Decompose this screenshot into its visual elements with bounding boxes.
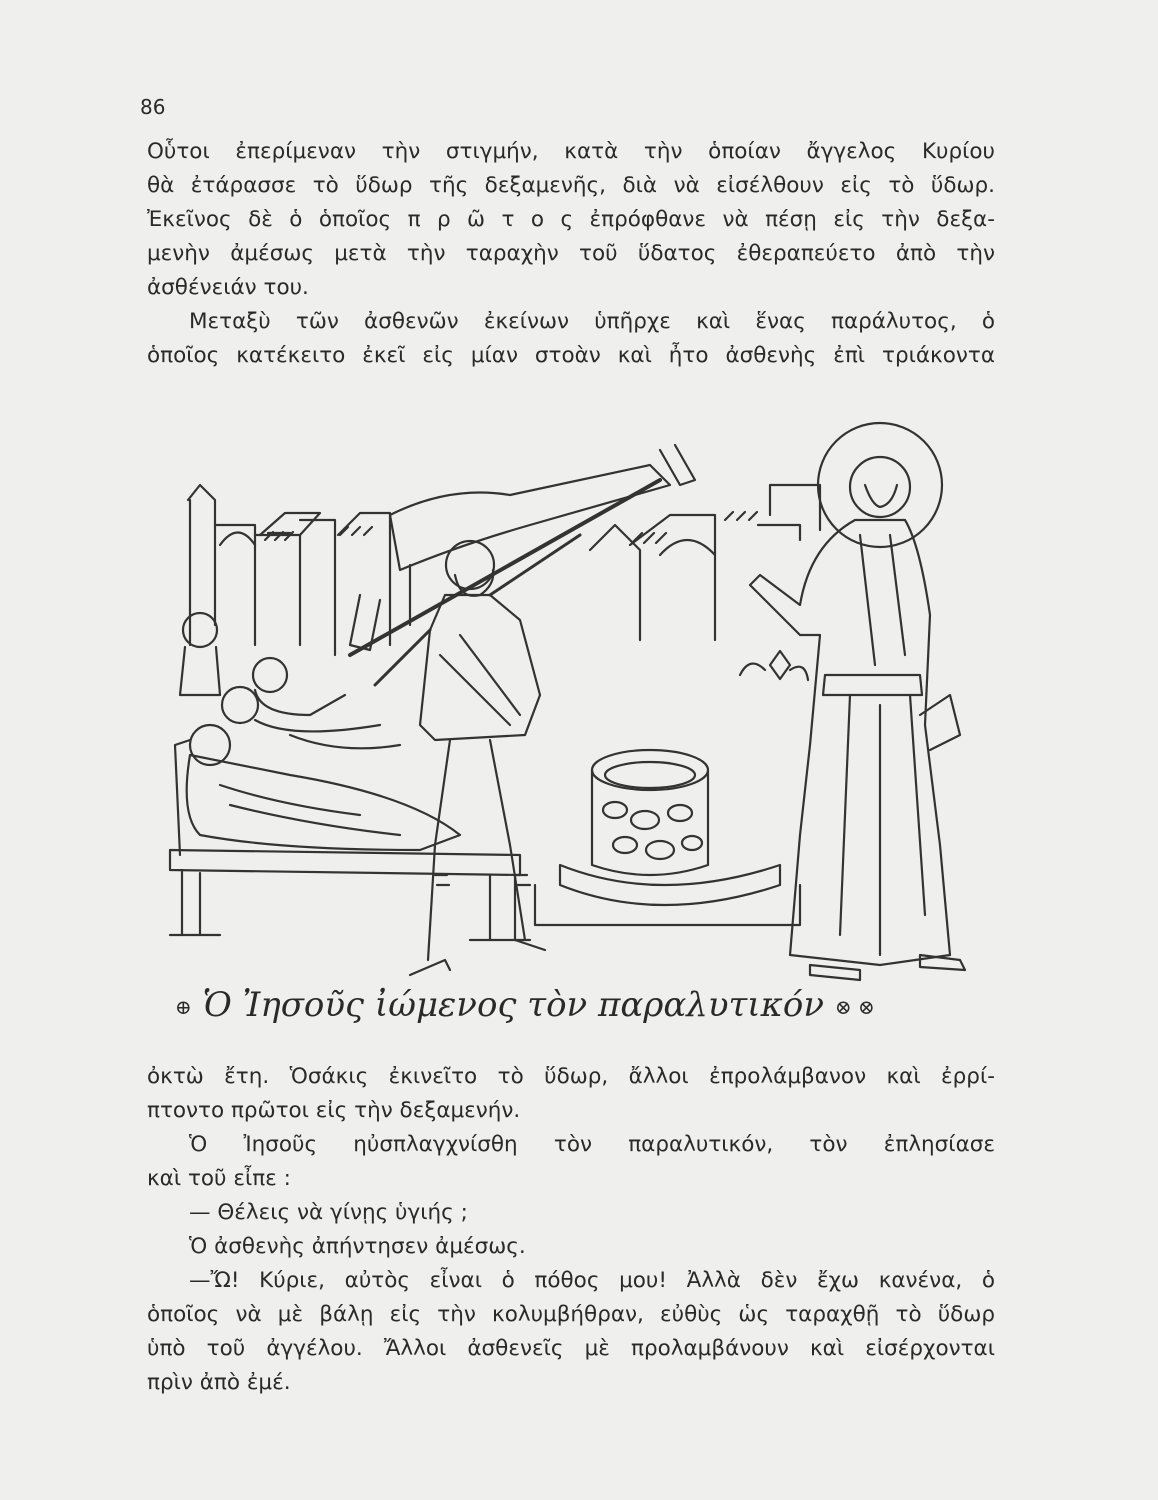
illustration-healing-paralytic [160,395,1000,1035]
bottom-text-block [147,1060,995,1400]
text-line: ὀκτὼ ἔτη. Ὁσάκις ἐκινεῖτο τὸ ὕδωρ, ἄλλοι ἐπρολάμβανον καὶ ἐρρί- [147,1064,995,1089]
text-line: Ὁ ἀσθενὴς ἀπήντησεν ἀμέσως. [189,1234,526,1259]
text-line: ὑπὸ τοῦ ἀγγέλου. Ἄλλοι ἀσθενεῖς μὲ προλαμβάνουν καὶ εἰσέρχονται [147,1336,995,1361]
text-line: πτοντο πρῶτοι εἰς τὴν δεξαμενήν. [147,1098,521,1123]
healed-man-carrying-bed [350,445,695,975]
text-line: Οὗτοι ἐπερίμεναν τὴν στιγμήν, κατὰ τὴν ὁποίαν ἄγγελος Κυρίου [147,139,995,164]
text-line: Ἐκεῖνος δὲ ὁ ὁποῖος π ρ ῶ τ ο ς ἐπρόφθανε νὰ πέσῃ εἰς τὴν δεξα- [147,207,995,232]
text-line: —Ὤ! Κύριε, αὐτὸς εἶναι ὁ πόθος μου! Ἀλλὰ δὲν ἔχω κανένα, ὁ [189,1268,995,1293]
text-line: Μεταξὺ τῶν ἀσθενῶν ἐκείνων ὑπῆρχε καὶ ἕνας παράλυτος, ὁ [189,309,995,334]
text-line: πρὶν ἀπὸ ἐμέ. [147,1370,291,1395]
page-number: 86 [140,95,166,119]
top-text-block [147,135,995,373]
illustration-caption [175,985,995,1025]
text-line: ὁποῖος κατέκειτο ἐκεῖ εἰς μίαν στοὰν καὶ ἦτο ἀσθενὴς ἐπὶ τριάκοντα [147,343,995,368]
ornament-left-icon: ⊕ [175,995,192,1019]
jesus-figure [750,423,965,980]
well [535,651,808,925]
text-line: — Θέλεις νὰ γίνῃς ὑγιής ; [189,1200,468,1225]
ornament-right-icon: ⊗ ⊗ [834,995,875,1019]
text-line: θὰ ἐτάρασσε τὸ ὕδωρ τῆς δεξαμενῆς, διὰ νὰ εἰσέλθουν εἰς τὸ ὕδωρ. [147,173,995,198]
text-line: ἀσθένειάν του. [147,275,309,300]
text-line: καὶ τοῦ εἶπε : [147,1166,291,1191]
text-line: μενὴν ἀμέσως μετὰ τὴν ταραχὴν τοῦ ὕδατος ἐθεραπεύετο ἀπὸ τὴν [147,241,995,266]
text-line: ὁποῖος νὰ μὲ βάλῃ εἰς τὴν κολυμβήθραν, εὐθὺς ὡς ταραχθῇ τὸ ὕδωρ [147,1302,995,1327]
sick-figures [180,613,460,850]
text-line: Ὁ Ἰησοῦς ηὐσπλαγχνίσθη τὸν παραλυτικόν, τὸν ἐπλησίασε [189,1132,995,1157]
caption-text: Ὁ Ἰησοῦς ἰώμενος τὸν παραλυτικόν [202,985,825,1025]
